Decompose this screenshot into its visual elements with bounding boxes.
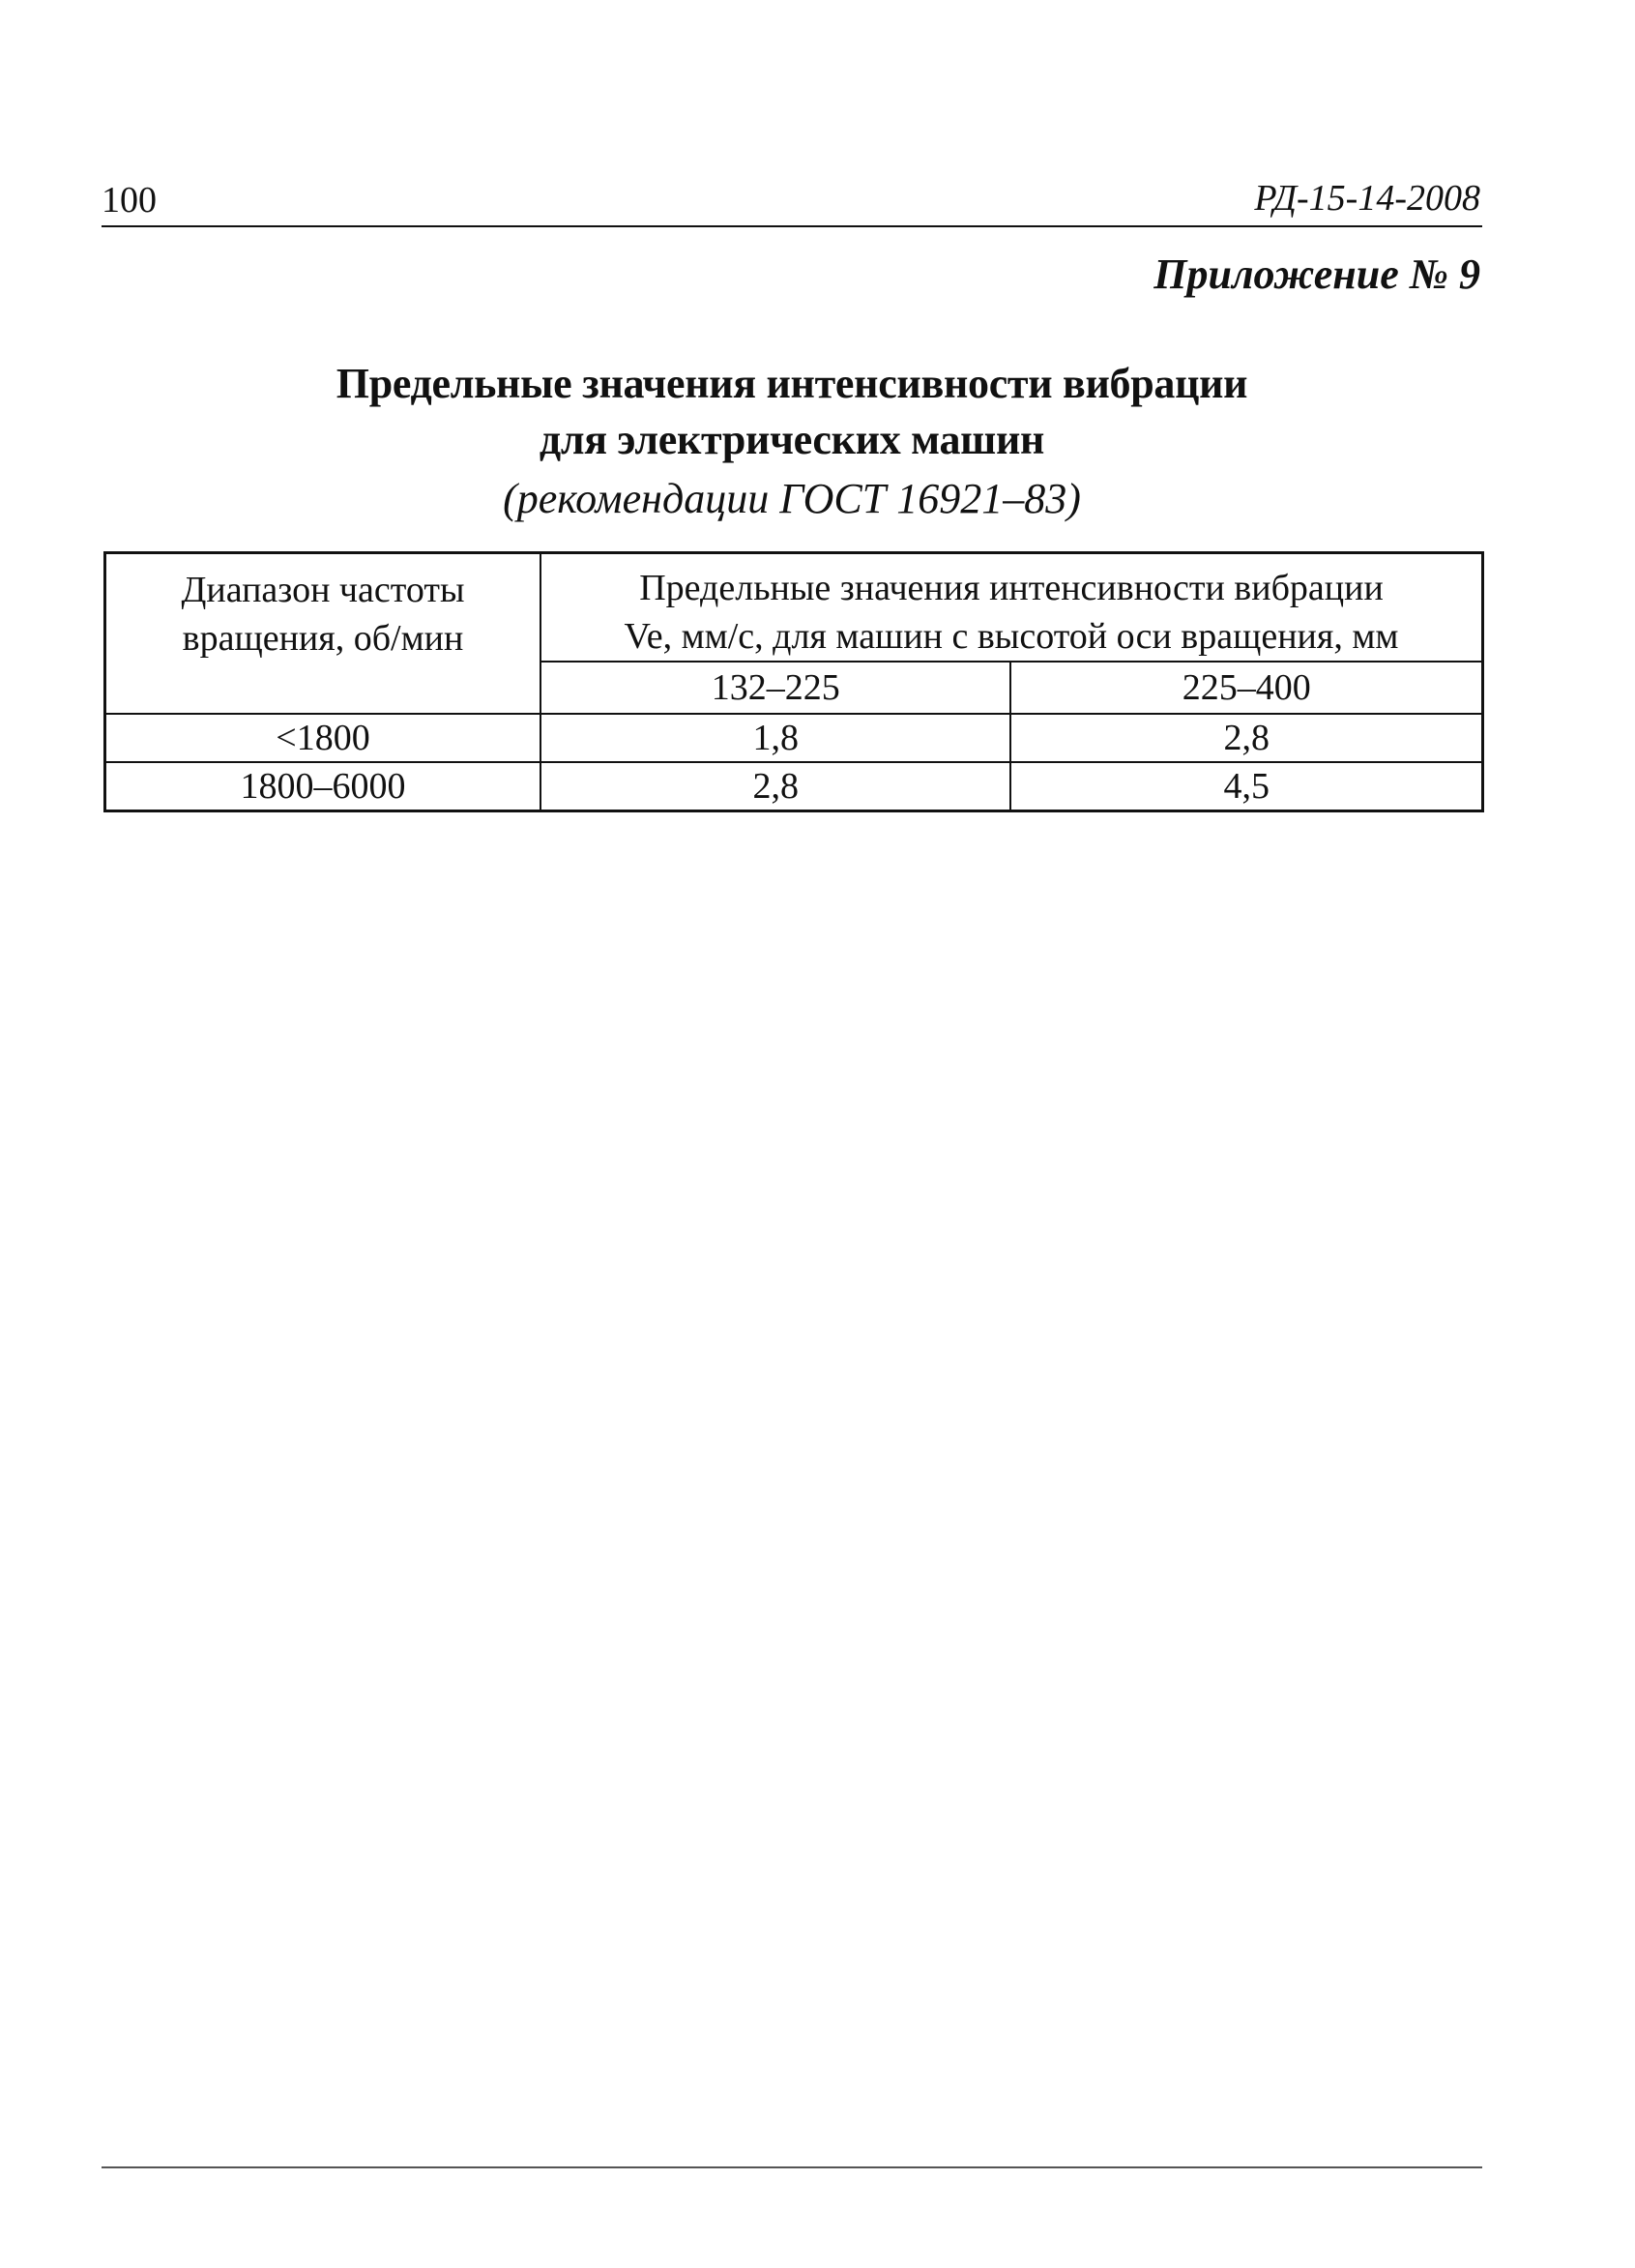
table-row — [105, 762, 1483, 811]
title-block — [102, 356, 1482, 528]
subheader-225-400: 225–400 — [1010, 662, 1482, 714]
header-rule — [102, 225, 1482, 227]
header-group-line-2: Ve, мм/с, для машин с высотой оси вращения, мм — [624, 616, 1399, 657]
header-vibration-limits — [540, 553, 1483, 663]
row-value: 4,5 — [1010, 762, 1482, 811]
vibration-limits-table — [103, 551, 1484, 812]
header-group-line-1: Предельные значения интенсивности вибрации — [639, 568, 1384, 608]
table-row — [105, 714, 1483, 762]
table-header-row — [105, 553, 1483, 663]
page-number: 100 — [102, 180, 157, 221]
footer-rule — [102, 2166, 1482, 2168]
header-range-line-1: Диапазон частоты — [181, 570, 465, 610]
header-range-line-2: вращения, об/мин — [182, 618, 464, 659]
title-line-1: Предельные значения интенсивности вибрации — [336, 360, 1248, 407]
subheader-132-225: 132–225 — [540, 662, 1010, 714]
row-range: <1800 — [105, 714, 541, 762]
row-value: 2,8 — [1010, 714, 1482, 762]
appendix-label: Приложение № 9 — [1153, 250, 1480, 298]
row-value: 1,8 — [540, 714, 1010, 762]
title-line-2: для электрических машин — [539, 416, 1045, 463]
row-value: 2,8 — [540, 762, 1010, 811]
document-code: РД-15-14-2008 — [1254, 178, 1480, 219]
subtitle: (рекомендации ГОСТ 16921–83) — [503, 475, 1081, 522]
header-rotation-range — [105, 553, 541, 715]
row-range: 1800–6000 — [105, 762, 541, 811]
